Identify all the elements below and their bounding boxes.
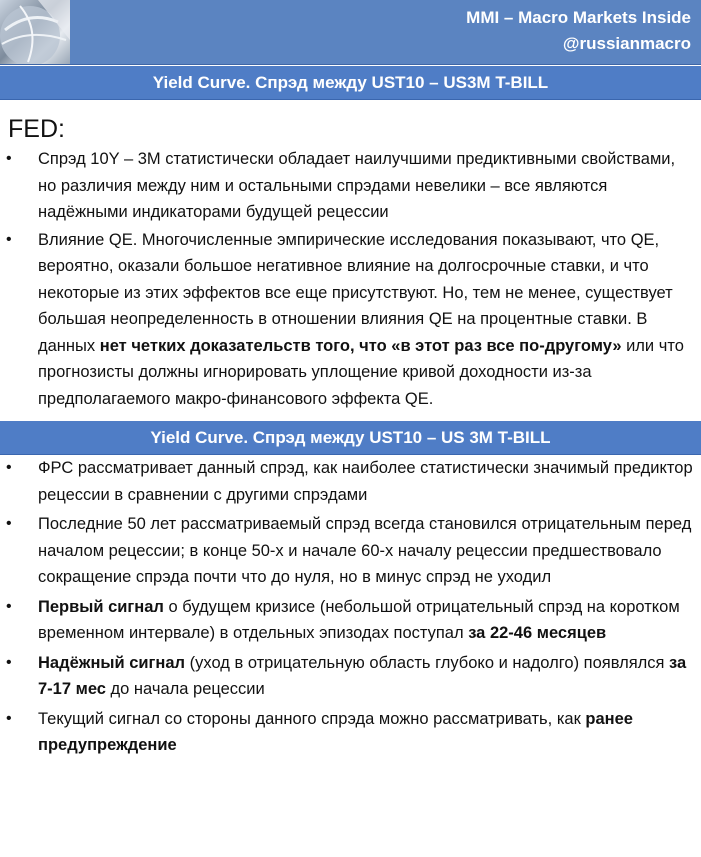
fed-heading: FED: <box>8 115 65 143</box>
bullet-text: Спрэд 10Y – 3M статистически обладает наилучшими предиктивными свойствами, но различия между ним и остальными спрэдами невелики – все являются надёжными индикаторами будущей рецессии <box>38 150 676 221</box>
bullet-icon: • <box>6 150 12 167</box>
bullet-text: Последние 50 лет рассматриваемый спрэд всегда становился отрицательным перед началом рецессии; в конце 50-х и начале 60-х началу рецессии предшествовало сокращение спрэда почти что до нуля, но в минус спрэд не уходил <box>38 515 692 586</box>
bullet-emphasis: Первый сигнал <box>38 597 164 616</box>
bullet-emphasis: за 22-46 месяцев <box>468 624 607 642</box>
list-item <box>0 650 701 703</box>
section-1-bullet-list <box>0 146 701 412</box>
bullet-icon: • <box>6 709 12 727</box>
bullet-emphasis: за 7-17 мес <box>38 653 687 698</box>
bullet-text: о будущем кризисе (небольшой отрицательный спрэд на коротком временном интервале) в отдельных эпизодах поступал <box>38 597 680 642</box>
list-item <box>0 146 701 226</box>
list-item <box>0 455 701 508</box>
header-banner <box>0 0 701 65</box>
bullet-text: или что прогнозисты должны игнорировать уплощение кривой доходности из-за предполагаемого макро-финансового эффекта QE. <box>38 336 684 408</box>
bullet-emphasis: Надёжный сигнал <box>38 653 186 672</box>
bullet-text: Текущий сигнал со стороны данного спрэда можно рассматривать, как <box>38 709 586 728</box>
bullet-text: до начала рецессии <box>105 680 265 698</box>
globe-logo-icon <box>0 0 70 64</box>
bullet-icon: • <box>6 653 12 671</box>
brand-handle: @russianmacro <box>562 34 691 53</box>
section-2-bullet-list <box>0 455 701 759</box>
bullet-emphasis: нет четких доказательств того, что «в этот раз все по-другому» <box>99 336 622 355</box>
bullet-text: Влияние QE. Многочисленные эмпирические исследования показывают, что QE, вероятно, оказали большое негативное влияние на долгосрочные ставки, и что некоторые из этих эффектов все еще присутствуют. Но, тем не менее, существует большая неопределенность в отношении влияния QE на процентные ставки. В данных <box>38 230 673 355</box>
bullet-icon: • <box>6 597 12 615</box>
section-2-title: Yield Curve. Спрэд между UST10 – US 3M T-BILL <box>0 420 701 455</box>
section-1-title: Yield Curve. Спрэд между UST10 – US3M T-BILL <box>0 65 701 100</box>
brand-block <box>466 5 691 57</box>
list-item <box>0 706 701 759</box>
bullet-text: (уход в отрицательную область глубоко и надолго) появлялся <box>185 653 670 672</box>
brand-title: MMI – Macro Markets Inside <box>466 8 691 27</box>
list-item <box>0 227 701 413</box>
bullet-emphasis: ранее предупреждение <box>38 709 633 754</box>
bullet-icon: • <box>6 515 12 532</box>
list-item <box>0 594 701 647</box>
bullet-icon: • <box>6 230 12 248</box>
bullet-text: ФРС рассматривает данный спрэд, как наиболее статистически значимый предиктор рецессии в сравнении с другими спрэдами <box>38 459 693 504</box>
list-item <box>0 511 701 591</box>
bullet-icon: • <box>6 459 12 476</box>
